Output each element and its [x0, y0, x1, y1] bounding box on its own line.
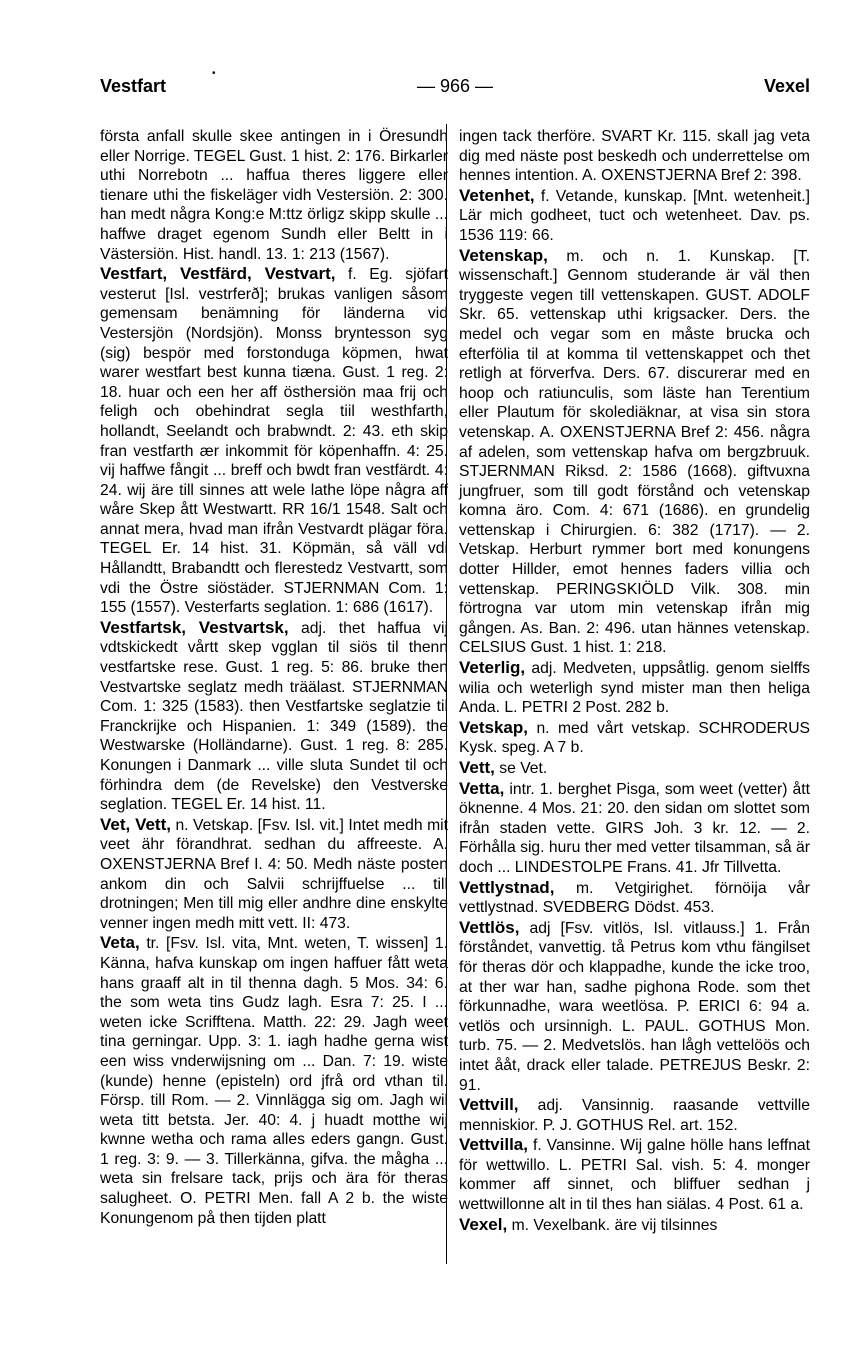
- entry-vetta: Vetta, intr. 1. berghet Pisga, som weet (vetter) ått öknenne. 4 Mos. 21: 20. den sidan om slottet som ifrån staden vette. GIRS Joh. 3 kr. 12. — 2. Förhålla sig. huru ther med vetter tilsamman, så är doch ... LINDESTOLPE Frans. 41. Jfr Tillvetta.: [459, 778, 810, 876]
- header-dot: •: [212, 68, 216, 79]
- headword: Vestfart, Vestfärd, Vestvart,: [100, 264, 336, 284]
- entry-vetskap: Vetskap, n. med vårt vetskap. SCHRODERUS Kysk. speg. A 7 b.: [459, 717, 810, 757]
- entry-vetenhet: Vetenhet, f. Vetande, kunskap. [Mnt. wetenheit.] Lär mich godheet, tuct och wetenheet. Dav. ps. 1536 119: 66.: [459, 185, 810, 244]
- entry-vestfartsk: Vestfartsk, Vestvartsk, adj. thet haffua vij vdtskickedt vårtt skep vgglan til siös til thenn vestfartske rese. Gust. 1 reg. 5: 86. bruke then Vestvartske seglatz medh träälast. STJERNMAN Com. 1: 325 (1583). then Vestfartske seglatzie til Franckrijke och Hispanien. 1: 349 (1589). the Westwarske (Holländarne). Gust. 1 reg. 8: 285. Konungen i Danmark ... ville sluta Sundet til och förhindra dem (de Revelske) den Vestverske seglation. TEGEL Er. 14 hist. 11.: [100, 617, 448, 814]
- headword: Vetenhet,: [459, 185, 535, 205]
- headword: Vetskap,: [459, 717, 528, 737]
- headword: Vettvilla,: [459, 1135, 528, 1155]
- left-entry-continuation: första anfall skulle skee antingen in i Öresundh eller Norrige. TEGEL Gust. 1 hist. 2: 176. Birkarler uthi Norrebotn ... haffua theres liggere eller tienare uthi the fiskeläger vidh Vestersiön. 2: 300. han medt några Kong:e M:ttz örligz skipp skulle ... haffwe draget egenom Sundh eller Beltt in i Västersiön. Hist. handl. 13. 1: 213 (1567).: [100, 128, 448, 263]
- headword: Vetta,: [459, 778, 505, 798]
- headword: Vettlös,: [459, 917, 520, 937]
- right-column: [459, 127, 810, 1235]
- entry-vettvilla: Vettvilla, f. Vansinne. Wij galne hölle hans leffnat för wettwillo. L. PETRI Sal. vish. 5: 4. monger kommer aff sinnet, och bliffuer sedhan j wettwillonne alt in til thes han siälas. 4 Post. 61 a.: [459, 1135, 810, 1214]
- entry-vettlos: Vettlös, adj [Fsv. vitlös, Isl. vitlauss.] 1. Från förståndet, vanvettig. tå Petrus kom vthu fängilset för theras dör och klappadhe, kunde the icke troo, at ther war han, sadhe pighona Rode. som thet förkunnadhe, wara weetlösa. P. ERICI 6: 94 a. vetlös och ursinnigh. L. PAUL. GOTHUS Mon. turb. 75. — 2. Medvetslös. han lågh vettelöös och intet ååt, drack eller talade. PETREJUS Beskr. 2: 91.: [459, 917, 810, 1094]
- entry-vettvill: Vettvill, adj. Vansinnig. raasande vettville menniskior. P. J. GOTHUS Rel. art. 152.: [459, 1095, 810, 1134]
- entry-vettlystnad: Vettlystnad, m. Vetgirighet. förnöija vår vettlystnad. SVEDBERG Dödst. 453.: [459, 877, 810, 917]
- entry-vestfart: Vestfart, Vestfärd, Vestvart, f. Eg. sjöfart vesterut [Isl. vestrferð]; brukas vanligen såsom gemensam benämning för länderna vid Vestersjön (Nordsjön). Monss bryntesson syg (sig) bespör med forstonduga köpmen, hwat warer westfart best kunna tiæna. Gust. 1 reg. 2: 18. huar och een her aff östhersiön maa frij och feligh och obehindrat segla tiil westhfarth, hollandt, Seelandt och brabwndt. 2: 43. eth skip fran vestfarth ær inkommit för köpenhaffn. 4: 25. vij haffwe fångit ... breff och bwdt fran vestfärdt. 4: 24. wij äre till sinnes att wele lathe löpe några aff wåre Skep ått Westwartt. RR 16/1 1548. Salt och annat mera, hvad man ifrån Vestvardt plägar föra. TEGEL Er. 14 hist. 31. Köpmän, så väll vdi Hållandtt, Brabandtt och flerestedz Vestvartt, som vdi the Östre siöstäder. STJERNMAN Com. 1: 155 (1557). Vesterfarts seglation. 1: 686 (1617).: [100, 264, 448, 617]
- right-entry-continuation: ingen tack therföre. SVART Kr. 115. skall jag veta dig med näste post beskedh och underrettelse om hennes intention. A. OXENSTJERNA Bref 2: 398.: [459, 128, 810, 185]
- header-right-word: Vexel: [763, 76, 810, 96]
- entry-vet: Vet, Vett, n. Vetskap. [Fsv. Isl. vit.] Intet medh mit veet ähr förandhrat. sedhan du affreeste. A. OXENSTJERNA Bref I. 4: 50. Medh näste posten ankom din och Salvii schrijffuelse ... till drotningen; Men till mig eller andhre dine enskylte venner ingen medh mitt vett. II: 473.: [100, 814, 448, 932]
- headword: Vett,: [459, 758, 495, 777]
- headword: Vetenskap,: [459, 245, 548, 265]
- entry-vexel: Vexel, m. Vexelbank. äre vij tilsinnes: [459, 1214, 718, 1234]
- entry-veta: Veta, tr. [Fsv. Isl. vita, Mnt. weten, T. wissen] 1. Känna, hafva kunskap om ingen haffuer fått weta hans graaff alt in til thenna dagh. 5 Mos. 34: 6. the som weta tins Gudz lagh. Esra 7: 25. I ... weten icke Scrifftena. Matth. 22: 29. Jagh weet tina gerningar. Upp. 3: 1. iagh hadhe gerna wist een wiss vnderwijsning om ... Dan. 7: 19. wiste (kunde) henne (episteln) ord jfrå ord vthan til. Försp. till Rom. — 2. Vinnlägga sig om. Jagh wil weta titt betsta. Jer. 40: 4. j huadt motthe wij kwnne wetha och rama alles eders gangn. Gust. 1 reg. 3: 9. — 3. Tillerkänna, gifva. the mågha ... weta sin frelsare tack, prijs och ära för theras salugheet. O. PETRI Men. fall A 2 b. the wiste Konungenom på then tijden platt: [100, 933, 448, 1227]
- page-header: [100, 68, 810, 106]
- headword: Veterlig,: [459, 658, 526, 678]
- headword: Vet, Vett,: [100, 814, 171, 834]
- entry-vetenskap: Vetenskap, m. och n. 1. Kunskap. [T. wissenschaft.] Gennom studerande är väl then tryggeste vegen till vettenskapen. GUST. ADOLF Skr. 65. vettenskap uthi krigsacker. Ders. the medel och vegar som en måste brucka och efterfölia til at komma til vettenskappet och thet retligh at förverfva. Ders. 67. discurerar med en hoop och ratiunculis, som läste han Terentium eller Plautum för skolediäknar, at visa sin stora vetenskap. A. OXENSTJERNA Bref 2: 456. några af adelen, som vettenskap hafva om bergzbruuk. STJERNMAN Riksd. 2: 1586 (1668). giftvuxna jungfruer, som till godt förstånd och vetenskap komna äro. Com. 4: 671 (1686). en grundelig vettenskap i Chirurgien. 6: 382 (1717). — 2. Vetskap. Herburt rymmer bort med konungens dotter Hillder, emot hennes faders villia och vettenskap. PERINGSKIÖLD Vilk. 308. min förtrogna var utom min vetenskap ifrån mig gången. As. Ban. 2: 496. utan hännes vetenskap. CELSIUS Gust. 1 hist. 1: 218.: [459, 245, 810, 657]
- headword: Vestfartsk, Vestvartsk,: [100, 617, 289, 637]
- headword: Vexel,: [459, 1214, 508, 1234]
- page-number: — 966 —: [416, 76, 494, 96]
- left-column: [100, 127, 448, 1228]
- header-left-word: Vestfart: [100, 76, 167, 96]
- headword: Vettvill,: [459, 1095, 519, 1115]
- entry-vett: Vett, se Vet.: [459, 758, 548, 777]
- headword: Vettlystnad,: [459, 877, 555, 897]
- entry-veterlig: Veterlig, adj. Medveten, uppsåtlig. genom sielffs wilia och weterligh synd mister man then heliga Anda. L. PETRI 2 Post. 282 b.: [459, 658, 810, 717]
- headword: Veta,: [100, 933, 140, 953]
